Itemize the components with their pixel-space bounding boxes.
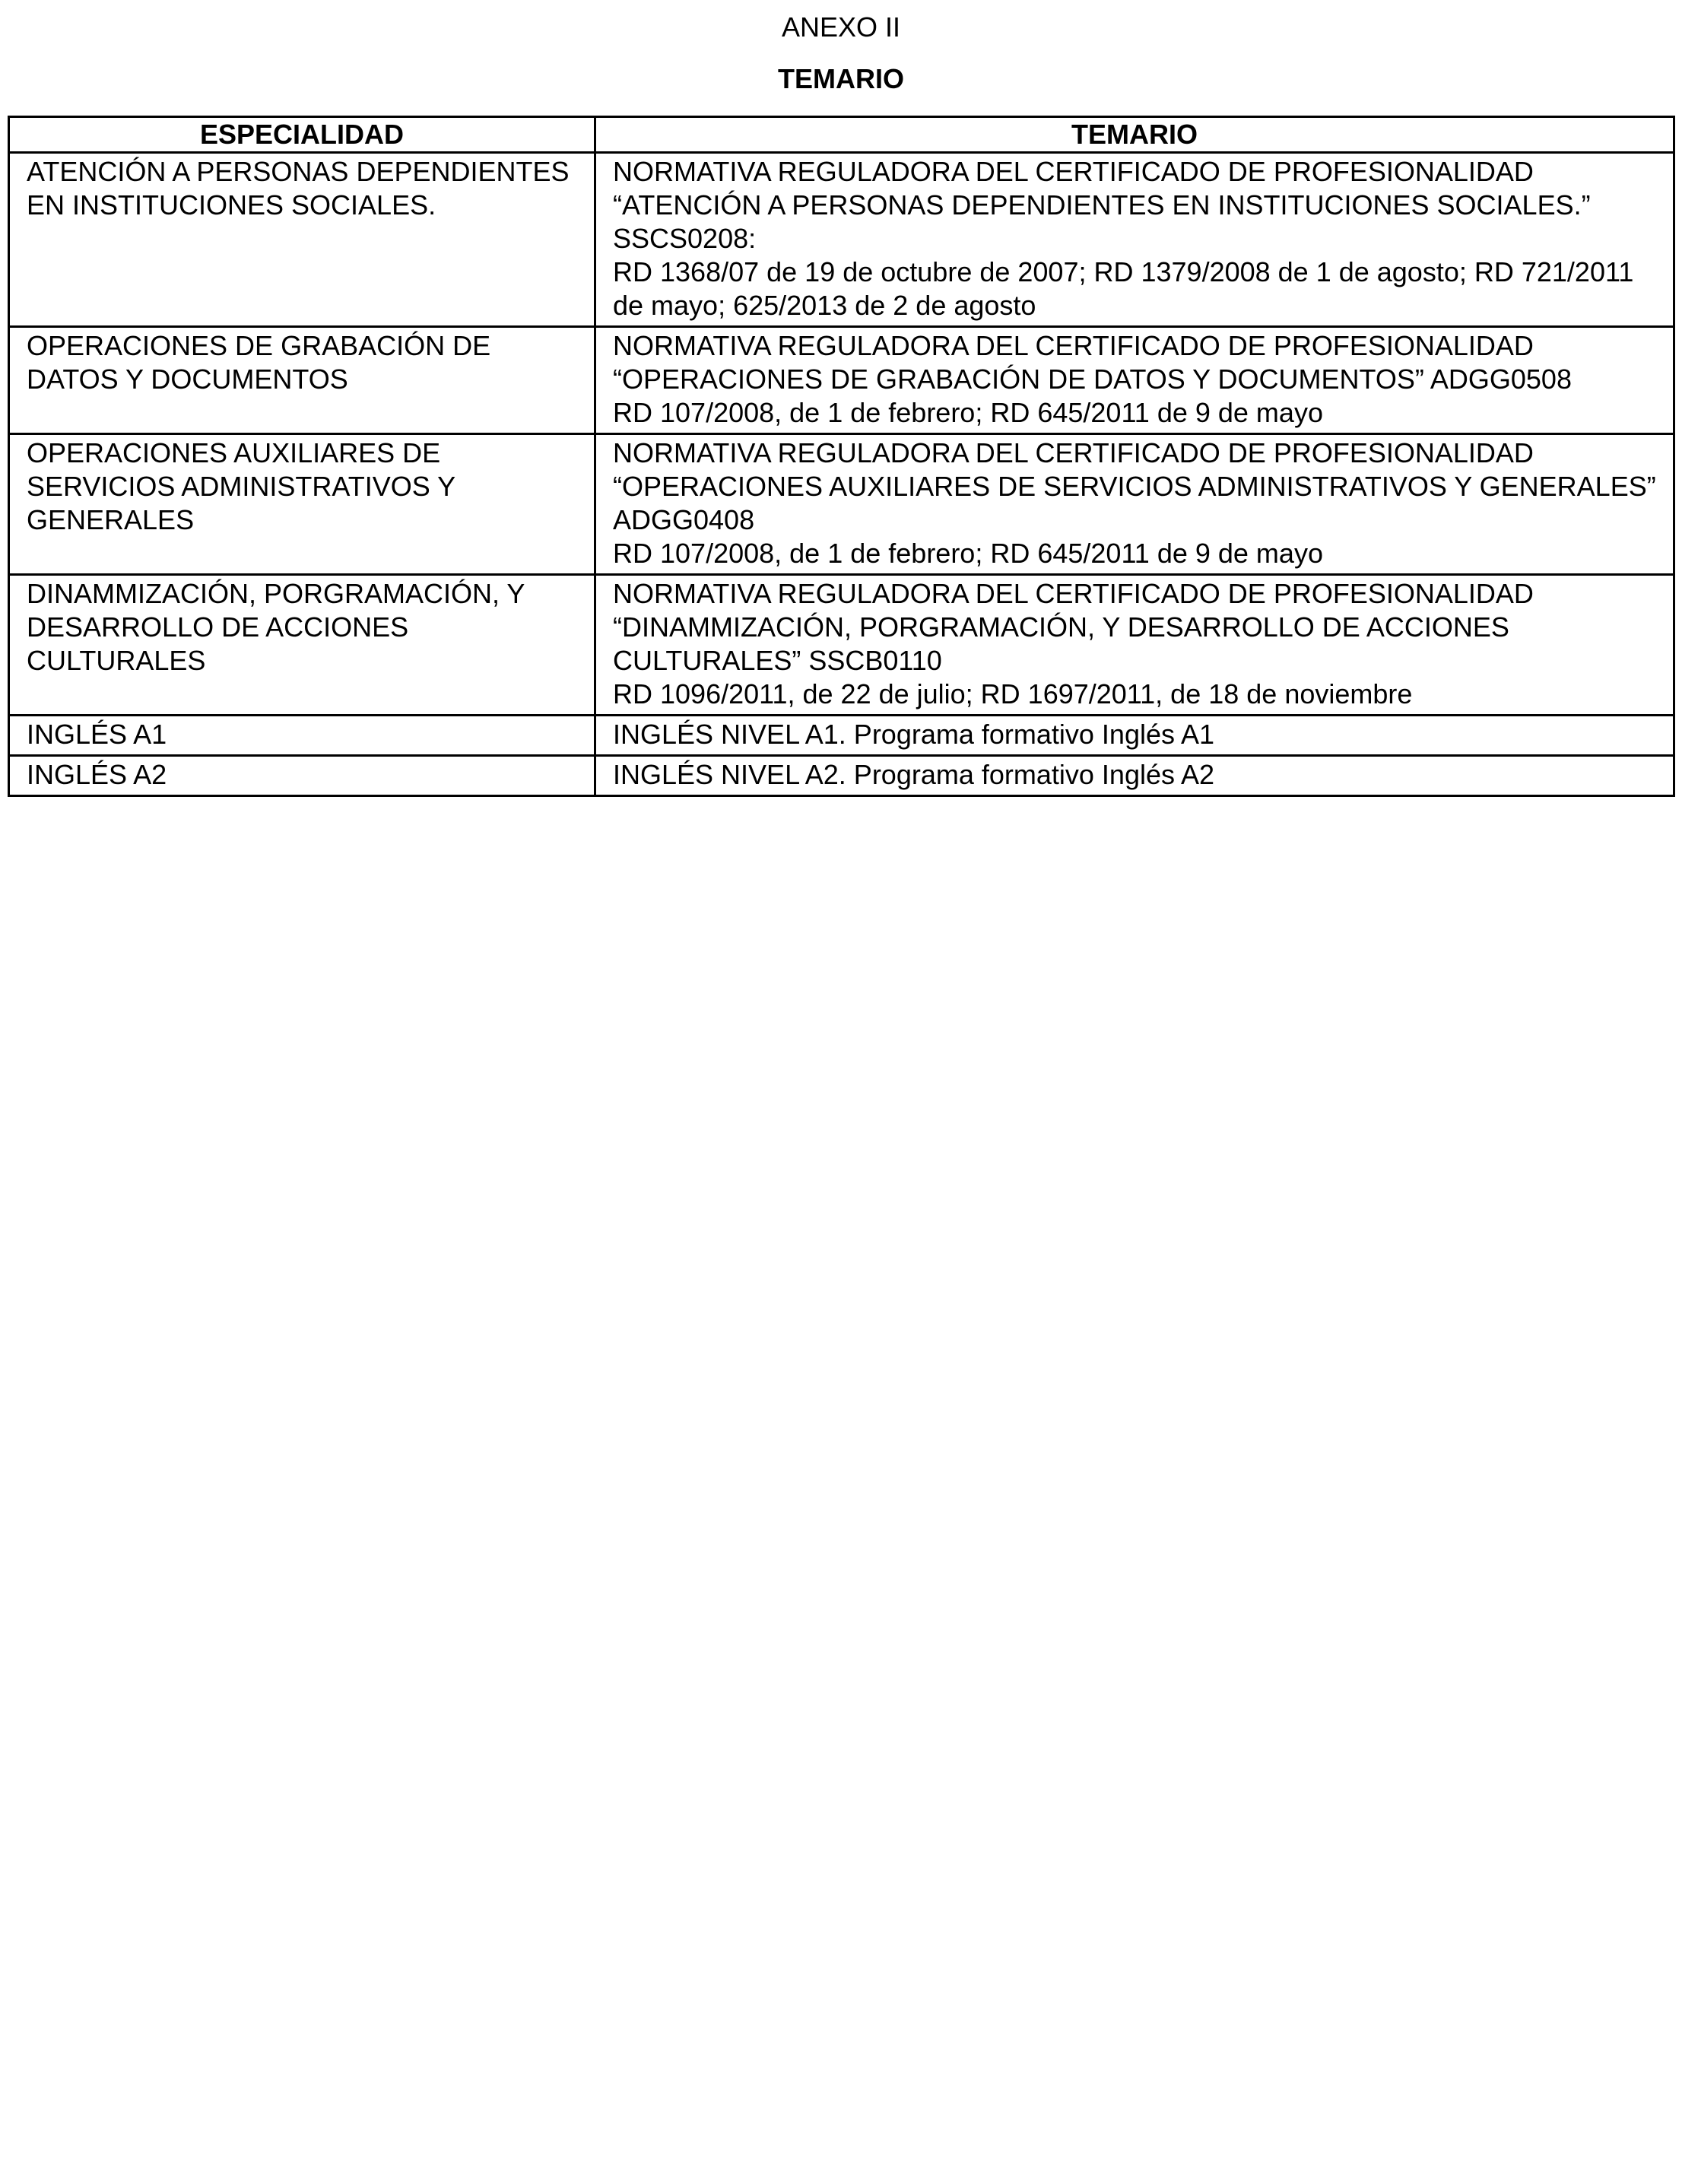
temario-decretos: RD 1096/2011, de 22 de julio; RD 1697/2011, de 18 de noviembre: [613, 678, 1413, 709]
temario-cell: [595, 756, 1674, 796]
annex-heading: ANEXO II: [781, 11, 901, 43]
table-row: [9, 153, 1674, 327]
table-row: [9, 716, 1674, 756]
temario-programa: INGLÉS NIVEL A2. Programa formativo Inglés A2: [613, 759, 1215, 790]
table-row: [9, 434, 1674, 575]
table-row: [9, 575, 1674, 716]
temario-decretos: RD 107/2008, de 1 de febrero; RD 645/2011 de 9 de mayo: [613, 538, 1323, 569]
temario-decretos: RD 1368/07 de 19 de octubre de 2007; RD 1379/2008 de 1 de agosto; RD 721/2011 de mayo; 625/2013 de 2 de agosto: [613, 256, 1634, 321]
especialidad-cell: ATENCIÓN A PERSONAS DEPENDIENTES EN INSTITUCIONES SOCIALES.: [9, 153, 595, 327]
temario-cell: [595, 575, 1674, 716]
especialidad-cell: INGLÉS A1: [9, 716, 595, 756]
temario-cell: [595, 434, 1674, 575]
temario-normativa: NORMATIVA REGULADORA DEL CERTIFICADO DE PROFESIONALIDAD “OPERACIONES DE GRABACIÓN DE DATOS Y DOCUMENTOS” ADGG0508: [613, 330, 1572, 395]
temario-cell: [595, 327, 1674, 434]
table-row: [9, 756, 1674, 796]
column-header-especialidad: ESPECIALIDAD: [9, 117, 595, 153]
temario-cell: [595, 153, 1674, 327]
especialidad-cell: INGLÉS A2: [9, 756, 595, 796]
table-row: [9, 327, 1674, 434]
temario-table: [8, 116, 1675, 797]
temario-decretos: RD 107/2008, de 1 de febrero; RD 645/2011 de 9 de mayo: [613, 397, 1323, 428]
table-header-row: [9, 117, 1674, 153]
temario-programa: INGLÉS NIVEL A1. Programa formativo Inglés A1: [613, 719, 1215, 750]
column-header-temario: TEMARIO: [595, 117, 1674, 153]
especialidad-cell: OPERACIONES DE GRABACIÓN DE DATOS Y DOCUMENTOS: [9, 327, 595, 434]
especialidad-cell: OPERACIONES AUXILIARES DE SERVICIOS ADMINISTRATIVOS Y GENERALES: [9, 434, 595, 575]
temario-normativa: NORMATIVA REGULADORA DEL CERTIFICADO DE PROFESIONALIDAD “ATENCIÓN A PERSONAS DEPENDIENTES EN INSTITUCIONES SOCIALES.” SSCS0208:: [613, 156, 1591, 254]
document-title: TEMARIO: [778, 63, 904, 94]
temario-normativa: NORMATIVA REGULADORA DEL CERTIFICADO DE PROFESIONALIDAD “OPERACIONES AUXILIARES DE SERVICIOS ADMINISTRATIVOS Y GENERALES” ADGG0408: [613, 437, 1656, 535]
temario-cell: [595, 716, 1674, 756]
temario-normativa: NORMATIVA REGULADORA DEL CERTIFICADO DE PROFESIONALIDAD “DINAMMIZACIÓN, PORGRAMACIÓN, Y DESARROLLO DE ACCIONES CULTURALES” SSCB0110: [613, 578, 1534, 676]
especialidad-cell: DINAMMIZACIÓN, PORGRAMACIÓN, Y DESARROLLO DE ACCIONES CULTURALES: [9, 575, 595, 716]
